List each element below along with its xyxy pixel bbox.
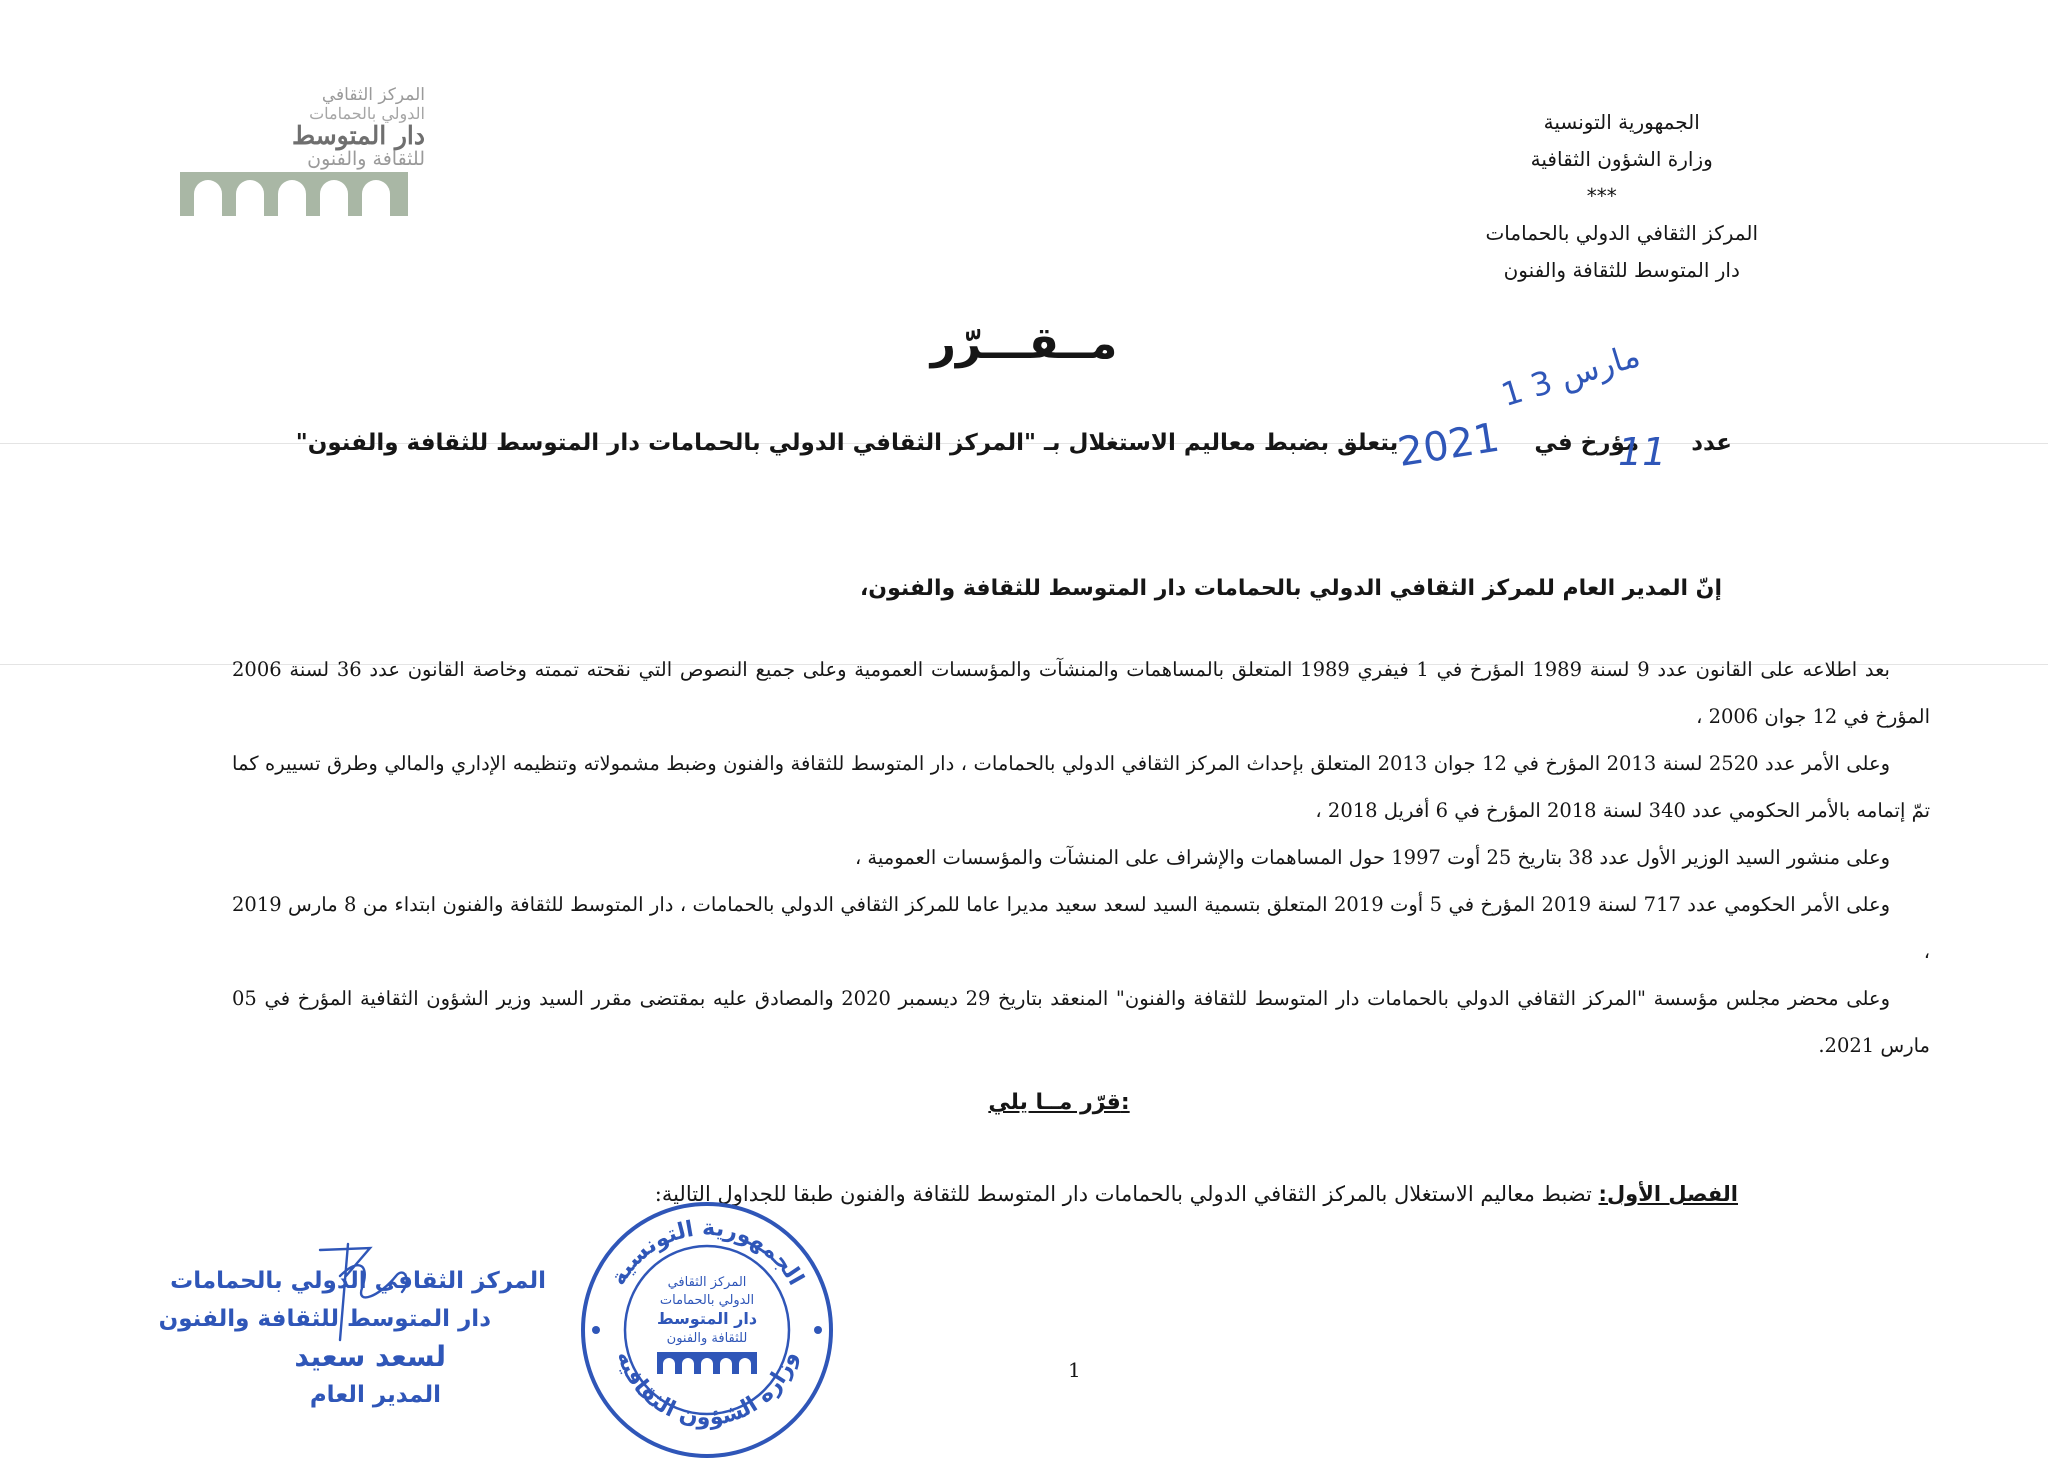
decision-heading: قرّر مــا يلي: [988, 1090, 1130, 1115]
header-republic: الجمهورية التونسية [1543, 110, 1700, 134]
number-label: عدد [1691, 430, 1732, 456]
preamble-paragraph: وعلى الأمر الحكومي عدد 717 لسنة 2019 المؤرخ في 5 أوت 2019 المتعلق بتسمية السيد لسعد سعيد مديرا عاما للمركز الثقافي الدولي بالحمامات ، دار المتوسط للثقافة والفنون ابتداء من 8 مارس 2019 ، [232, 893, 1930, 963]
header-ministry: وزارة الشؤون الثقافية [1530, 147, 1713, 171]
stamp-inner-line-4: للثقافة والفنون [666, 1331, 748, 1346]
stamp-inner-line-3: دار المتوسط [656, 1309, 758, 1328]
document-header [1485, 104, 1758, 289]
preamble-paragraph: وعلى الأمر عدد 2520 لسنة 2013 المؤرخ في 12 جوان 2013 المتعلق بإحداث المركز الثقافي الدولي بالحمامات ، دار المتوسط للثقافة والفنون وضبط مشمولاته وتنظيمه الإداري والمالي وطرق تسييره كما تمّ إتمامه بالأمر الحكومي عدد 340 لسنة 2018 المؤرخ في 6 أفريل 2018 ، [232, 752, 1930, 822]
stamp-inner-line-2: الدولي بالحمامات [659, 1293, 755, 1308]
decision-subject-line [296, 430, 1732, 456]
stamp-outer-top: الجمهورية التونسية [605, 1215, 809, 1290]
page-number: 1 [1068, 1358, 1081, 1382]
stamp-arches-icon [657, 1352, 757, 1374]
preamble-paragraph: وعلى محضر مجلس مؤسسة "المركز الثقافي الدولي بالحمامات دار المتوسط للثقافة والفنون" المنعقد بتاريخ 29 ديسمبر 2020 والمصادق عليه بمقتضى مقرر السيد وزير الشؤون الثقافية المؤرخ في 05 مارس 2021. [232, 987, 1930, 1057]
logo-line-4: للثقافة والفنون [307, 148, 425, 170]
handwritten-number: 11 [1618, 430, 1667, 474]
logo-line-2: الدولي بالحمامات [309, 104, 425, 123]
official-stamp [574, 1196, 840, 1464]
handwritten-date: 1 3 مارس [1496, 336, 1645, 414]
article-1-text: تضبط معاليم الاستغلال بالمركز الثقافي الدولي بالحمامات دار المتوسط للثقافة والفنون طبقا للجداول التالية: [654, 1182, 1592, 1206]
preamble-paragraph: بعد اطلاعه على القانون عدد 9 لسنة 1989 المؤرخ في 1 فيفري 1989 المتعلق بالمساهمات والمنشآت والمؤسسات العمومية وعلى جميع النصوص التي نقحته تممته وخاصة القانون عدد 36 لسنة 2006 المؤرخ في 12 جوان 2006 ، [232, 658, 1930, 728]
intro-line: إنّ المدير العام للمركز الثقافي الدولي بالحمامات دار المتوسط للثقافة والفنون، [859, 576, 1722, 601]
header-center-sub: دار المتوسط للثقافة والفنون [1503, 258, 1740, 282]
logo-line-3: دار المتوسط [291, 121, 425, 150]
subject-text: يتعلق بضبط معاليم الاستغلال بـ "المركز الثقافي الدولي بالحمامات دار المتوسط للثقافة والفنون" [295, 430, 1399, 456]
signature-line-1: المركز الثقافي الدولي بالحمامات [170, 1268, 546, 1294]
stamp-inner-line-1: المركز الثقافي [667, 1275, 747, 1290]
header-separator: *** [1586, 184, 1617, 208]
date-label: مؤرخ في [1534, 430, 1640, 456]
article-1-label: الفصل الأول: [1598, 1182, 1738, 1206]
signatory-name: لسعد سعيد [294, 1340, 446, 1373]
handwritten-year: 2021 [1394, 414, 1503, 476]
header-center: المركز الثقافي الدولي بالحمامات [1485, 221, 1758, 245]
document-title: مــقـــرّر [930, 318, 1118, 369]
signature-line-2: دار المتوسط للثقافة والفنون [158, 1306, 491, 1332]
arches-icon [180, 172, 408, 216]
institution-logo [160, 86, 425, 169]
preamble [232, 646, 1930, 1069]
stamp-outer-bottom: وزارة الشؤون الثقافية [611, 1348, 803, 1431]
signatory-title: المدير العام [309, 1382, 441, 1408]
handwritten-signature [300, 1236, 450, 1346]
preamble-paragraph: وعلى منشور السيد الوزير الأول عدد 38 بتاريخ 25 أوت 1997 حول المساهمات والإشراف على المنشآت والمؤسسات العمومية ، [854, 846, 1890, 869]
logo-line-1: المركز الثقافي [321, 85, 425, 105]
